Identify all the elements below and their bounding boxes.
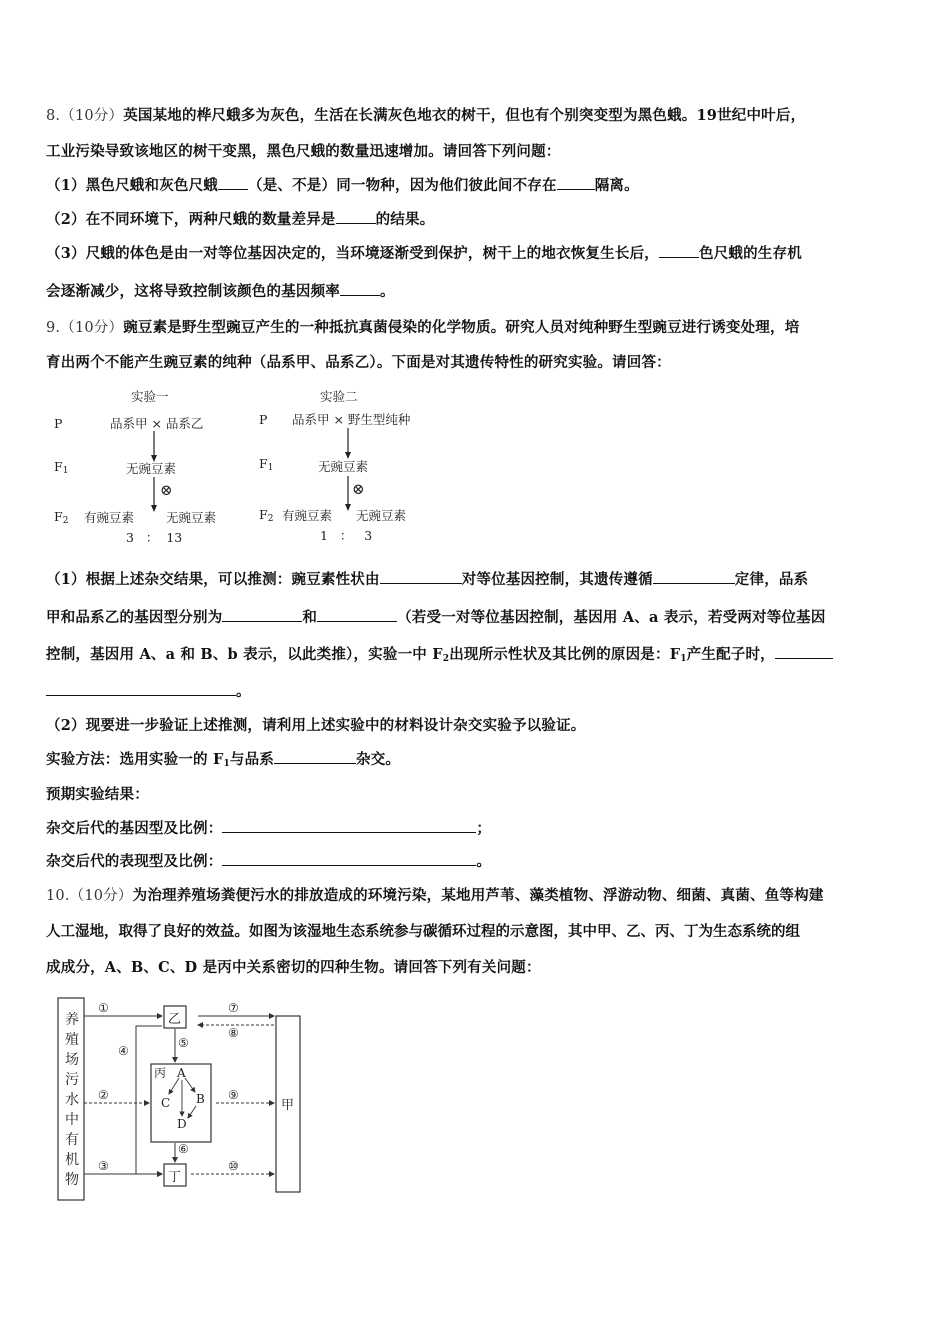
arrow-1-label: ① bbox=[98, 1001, 109, 1015]
q9-sub1-text-g: 控制，基因用 A、a 和 B、b 表示，以此类推），实验一中 F bbox=[46, 646, 443, 663]
q9-stem-text1: 豌豆素是野生型豌豆产生的一种抵抗真菌侵染的化学物质。研究人员对纯种野生型豌豆进行诱变处理，培 bbox=[123, 319, 800, 336]
exp1-ratio: 3 ： 13 bbox=[126, 530, 183, 545]
arrow-10-label: ⑩ bbox=[228, 1159, 239, 1173]
arrow-7-label: ⑦ bbox=[228, 1001, 239, 1015]
exp1-p-cross: 品系甲 × 品系乙 bbox=[110, 416, 204, 431]
q8-sub1-blank2[interactable] bbox=[557, 177, 595, 190]
q8-sub1-blank1[interactable] bbox=[218, 177, 248, 190]
q8-sub3-blank1[interactable] bbox=[659, 245, 699, 258]
q9-sub1-text-f: （若受一对等位基因控制，基因用 A、a 表示，若受两对等位基因 bbox=[397, 609, 826, 626]
q8-sub3-text-c: 会逐渐减少，这将导致控制该颜色的基因频率 bbox=[46, 283, 340, 300]
q8-sub2-text-a: （2）在不同环境下，两种尺蛾的数量差异是 bbox=[46, 211, 336, 228]
exp2-p-label: P bbox=[259, 412, 268, 427]
exp2-ratio: 1 ： 3 bbox=[320, 528, 373, 543]
q8-sub2 bbox=[46, 208, 434, 229]
arrow-5-label: ⑤ bbox=[178, 1036, 189, 1050]
exp2-p-cross: 品系甲 × 野生型纯种 bbox=[292, 412, 411, 427]
q9-sub1-subscript2: 1 bbox=[680, 654, 687, 664]
q9-sub1-text-h: 出现所示性状及其比例的原因是：F bbox=[449, 646, 681, 663]
arrow-4-label: ④ bbox=[118, 1044, 129, 1058]
exp1-title: 实验一 bbox=[131, 389, 169, 404]
exp2-f1-label: $F_1$ bbox=[259, 456, 274, 473]
q8-sub3-text-d: 。 bbox=[380, 283, 395, 300]
q8-sub3-line2 bbox=[46, 280, 395, 301]
exp1-selfing-symbol: ⊗ bbox=[160, 481, 173, 499]
q9-stem-line1 bbox=[46, 316, 799, 337]
organism-d: D bbox=[177, 1117, 187, 1131]
exp1-f2-right: 无豌豆素 bbox=[166, 510, 217, 525]
exp2-f2-label: $F_2$ bbox=[259, 507, 274, 524]
q8-stem-line1 bbox=[46, 104, 805, 125]
q9-method bbox=[46, 748, 400, 769]
q8-sub1-text-a: （1）黑色尺蛾和灰色尺蛾 bbox=[46, 177, 218, 194]
q9-sub1-blank-pairs[interactable] bbox=[380, 571, 462, 584]
q9-method-text-b: 与品系 bbox=[229, 751, 275, 768]
q9-number: 9. bbox=[46, 320, 61, 336]
q8-sub3-text-b: 色尺蛾的生存机 bbox=[699, 245, 802, 262]
q9-sub1-blank-genotype-jia[interactable] bbox=[222, 609, 302, 622]
organism-a: A bbox=[177, 1066, 186, 1080]
exp2-title: 实验二 bbox=[320, 389, 358, 404]
q9-genotype bbox=[46, 817, 491, 838]
exp2-arrow-f1-f2 bbox=[344, 476, 352, 512]
q9-genotype-blank[interactable] bbox=[222, 820, 476, 833]
q9-phenotype bbox=[46, 850, 491, 871]
q9-method-subscript: 1 bbox=[223, 759, 230, 769]
q9-method-text-c: 杂交。 bbox=[356, 751, 401, 768]
q9-method-blank[interactable] bbox=[274, 751, 356, 764]
q8-sub1-text-b: （是、不是）同一物种，因为他们彼此间不存在 bbox=[248, 177, 557, 194]
arrow-2-label: ② bbox=[98, 1088, 109, 1102]
exp1-arrow-f1-f2 bbox=[150, 477, 158, 513]
q9-sub1-subscript: 2 bbox=[442, 654, 450, 664]
q9-sub1-text-d: 甲和品系乙的基因型分别为 bbox=[46, 609, 223, 626]
q9-cross-figure bbox=[46, 383, 426, 548]
exp2-selfing-symbol: ⊗ bbox=[352, 480, 365, 498]
exp2-f1-value: 无豌豆素 bbox=[318, 459, 369, 474]
q9-phenotype-label: 杂交后代的表现型及比例： bbox=[46, 853, 223, 870]
q9-sub1-end: 。 bbox=[236, 683, 251, 700]
organism-c: C bbox=[161, 1096, 171, 1110]
exp2-f2-right: 无豌豆素 bbox=[356, 508, 407, 523]
q9-sub1-line4 bbox=[46, 680, 251, 701]
exp2-f2-left: 有豌豆素 bbox=[282, 508, 333, 523]
q9-sub1-blank-law[interactable] bbox=[653, 571, 735, 584]
jia-label: 甲 bbox=[281, 1098, 295, 1113]
q8-sub1 bbox=[46, 174, 639, 195]
q8-stem-text1: 英国某地的桦尺蛾多为灰色，生活在长满灰色地衣的树干，但也有个别突变型为黑色蛾。19世纪中叶后， bbox=[123, 107, 806, 124]
exp1-f2-label: $F_2$ bbox=[54, 509, 69, 526]
q8-sub1-text-c: 隔离。 bbox=[594, 177, 639, 194]
organism-b: B bbox=[196, 1092, 205, 1106]
q8-number: 8. bbox=[46, 108, 61, 124]
q8-sub3-line1 bbox=[46, 242, 802, 263]
q8-sub2-blank[interactable] bbox=[336, 211, 376, 224]
q9-score: （10分） bbox=[60, 320, 124, 336]
q8-sub3-text-a: （3）尺蛾的体色是由一对等位基因决定的，当环境逐渐受到保护，树干上的地衣恢复生长后， bbox=[46, 245, 659, 262]
exp1-f2-left: 有豌豆素 bbox=[84, 510, 135, 525]
q9-sub1-blank-genotype-yi[interactable] bbox=[317, 609, 397, 622]
source-box-label: 养 殖 场 污 水 中 有 机 物 bbox=[65, 1012, 79, 1188]
arrow-3-label: ③ bbox=[98, 1159, 109, 1173]
q9-sub1-blank-reason-a[interactable] bbox=[775, 646, 833, 659]
q9-phenotype-end: 。 bbox=[476, 853, 492, 870]
q8-stem-line2: 工业污染导致该地区的树干变黑，黑色尺蛾的数量迅速增加。请回答下列问题： bbox=[46, 143, 561, 160]
q9-sub1-text-c: 定律，品系 bbox=[734, 571, 809, 588]
q9-sub1-blank-reason-b[interactable] bbox=[46, 683, 236, 696]
q9-sub1-text-e: 和 bbox=[302, 609, 318, 626]
q10-stem-line1 bbox=[46, 884, 824, 905]
q9-stem-line2: 育出两个不能产生豌豆素的纯种（品系甲、品系乙）。下面是对其遗传特性的研究实验。请回答： bbox=[46, 354, 671, 371]
q9-sub1-line1 bbox=[46, 568, 808, 589]
q8-sub3-blank2[interactable] bbox=[340, 283, 380, 296]
q9-phenotype-blank[interactable] bbox=[222, 853, 476, 866]
q9-expected: 预期实验结果： bbox=[46, 786, 149, 803]
q9-genotype-end: ； bbox=[476, 820, 492, 837]
q10-stem-text1: 为治理养殖场粪便污水的排放造成的环境污染，某地用芦苇、藻类植物、浮游动物、细菌、真菌、鱼等构建 bbox=[132, 887, 824, 904]
q10-carbon-cycle-diagram bbox=[56, 996, 306, 1206]
arrow-9-label: ⑨ bbox=[228, 1088, 239, 1102]
q9-sub1-line3 bbox=[46, 643, 833, 664]
q8-score: （10分） bbox=[60, 108, 124, 124]
q10-stem-line3: 成成分，A、B、C、D 是丙中关系密切的四种生物。请回答下列有关问题： bbox=[46, 959, 541, 976]
arrow-8-label: ⑧ bbox=[228, 1026, 239, 1040]
exp1-f1-label: $F_1$ bbox=[54, 459, 69, 476]
q8-sub2-text-b: 的结果。 bbox=[375, 211, 435, 228]
q10-score: （10分） bbox=[69, 888, 133, 904]
q9-genotype-label: 杂交后代的基因型及比例： bbox=[46, 820, 223, 837]
q9-sub1-line2 bbox=[46, 606, 826, 627]
exp2-arrow-p-f1 bbox=[344, 428, 352, 460]
q10-stem-line2: 人工湿地，取得了良好的效益。如图为该湿地生态系统参与碳循环过程的示意图，其中甲、乙、丙、丁为生态系统的组 bbox=[46, 923, 800, 940]
bing-label: 丙 bbox=[154, 1066, 167, 1080]
exp1-p-label: P bbox=[54, 416, 63, 431]
q9-sub1-text-a: （1）根据上述杂交结果，可以推测：豌豆素性状由 bbox=[46, 571, 380, 588]
yi-label: 乙 bbox=[168, 1012, 182, 1027]
q9-sub1-text-i: 产生配子时， bbox=[686, 646, 775, 663]
q9-method-text-a: 实验方法：选用实验一的 F bbox=[46, 751, 224, 768]
ding-label: 丁 bbox=[168, 1170, 182, 1185]
arrow-6-label: ⑥ bbox=[178, 1142, 189, 1156]
q9-sub2-intro: （2）现要进一步验证上述推测，请利用上述实验中的材料设计杂交实验予以验证。 bbox=[46, 717, 586, 734]
exp1-f1-value: 无豌豆素 bbox=[126, 461, 177, 476]
q9-sub1-text-b: 对等位基因控制，其遗传遵循 bbox=[461, 571, 653, 588]
q10-number: 10. bbox=[46, 888, 70, 904]
